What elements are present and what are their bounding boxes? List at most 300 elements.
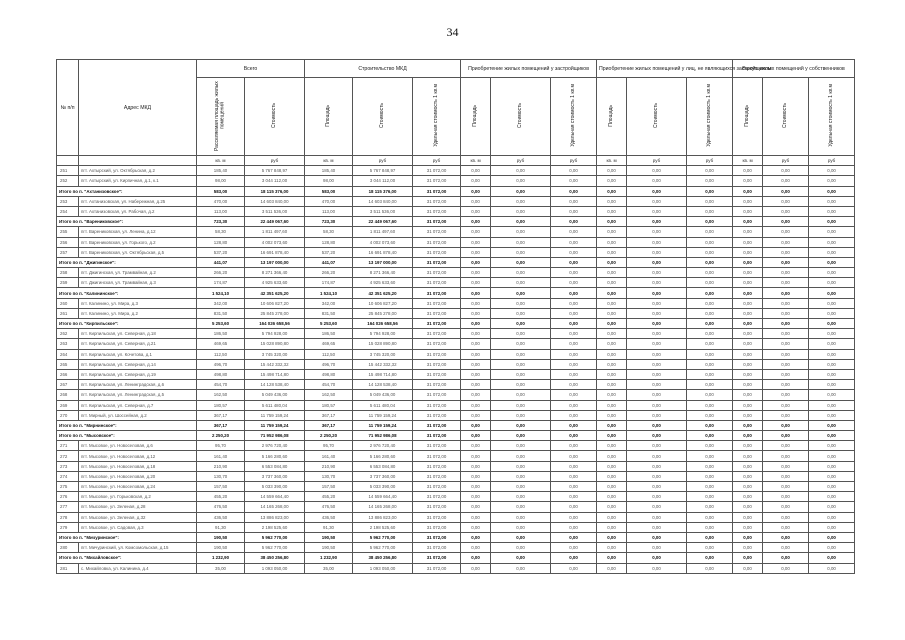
value-cell: 0,00 [491, 319, 551, 329]
subheader-label: Площадь [471, 104, 478, 127]
table-row [57, 308, 855, 318]
value-cell: 11 759 159,24 [245, 420, 305, 430]
subheader-label: Стоимость [781, 102, 788, 129]
value-cell: 0,00 [763, 298, 809, 308]
value-cell: 0,00 [551, 461, 597, 471]
value-cell: 0,00 [551, 308, 597, 318]
value-cell: 0,00 [809, 553, 855, 563]
value-cell: 0,00 [809, 308, 855, 318]
subheader-cost [763, 78, 809, 156]
row-number: 278 [57, 512, 79, 522]
value-cell: 0,00 [491, 268, 551, 278]
value-cell: 0,00 [491, 369, 551, 379]
value-cell: 723,30 [305, 217, 353, 227]
value-cell: 22 449 067,60 [245, 217, 305, 227]
value-cell: 0,00 [491, 217, 551, 227]
value-cell: 537,20 [305, 247, 353, 257]
value-cell: 0,00 [491, 410, 551, 420]
table-row [57, 451, 855, 461]
value-cell: 0,00 [461, 502, 491, 512]
value-cell: 0,00 [551, 257, 597, 267]
value-cell: 0,00 [597, 217, 627, 227]
value-cell: 5 767 848,97 [245, 166, 305, 176]
value-cell: 4 002 073,60 [245, 237, 305, 247]
value-cell: 0,00 [809, 329, 855, 339]
value-cell: 0,00 [763, 431, 809, 441]
value-cell: 0,00 [687, 390, 733, 400]
value-cell: 0,00 [551, 298, 597, 308]
table-row [57, 441, 855, 451]
value-cell: 455,20 [305, 492, 353, 502]
value-cell: 31 072,00 [413, 441, 461, 451]
value-cell: 0,00 [809, 431, 855, 441]
subheader-area [305, 78, 353, 156]
value-cell: 0,00 [461, 288, 491, 298]
value-cell: 0,00 [763, 420, 809, 430]
value-cell: 0,00 [763, 217, 809, 227]
value-cell: 0,00 [733, 461, 763, 471]
value-cell: 0,00 [551, 319, 597, 329]
address-cell: пгт. Калинино, ул. Мира, д.3 [79, 298, 197, 308]
value-cell: 0,00 [687, 431, 733, 441]
value-cell: 0,00 [597, 237, 627, 247]
value-cell: 0,00 [733, 512, 763, 522]
group-acquire-other-header: Приобретение жилых помещений у лиц, не являющихся застройщиком [597, 60, 733, 78]
table-row [57, 176, 855, 186]
value-cell: 0,00 [763, 349, 809, 359]
value-cell: 31 072,00 [413, 339, 461, 349]
value-cell: 31 072,00 [413, 278, 461, 288]
value-cell: 0,00 [551, 420, 597, 430]
value-cell: 5 611 480,04 [353, 400, 413, 410]
value-cell: 0,00 [809, 369, 855, 379]
value-cell: 0,00 [461, 227, 491, 237]
value-cell: 0,00 [491, 206, 551, 216]
value-cell: 0,00 [687, 380, 733, 390]
value-cell: 436,50 [197, 512, 245, 522]
value-cell: 342,00 [305, 298, 353, 308]
value-cell: 0,00 [809, 461, 855, 471]
value-cell: 0,00 [461, 257, 491, 267]
value-cell: 0,00 [687, 400, 733, 410]
units-row [57, 156, 855, 166]
value-cell: 3 044 112,00 [245, 176, 305, 186]
value-cell: 3 044 112,00 [353, 176, 413, 186]
value-cell: 0,00 [551, 196, 597, 206]
value-cell: 2 198 525,60 [245, 522, 305, 532]
value-cell: 0,00 [687, 339, 733, 349]
value-cell: 0,00 [687, 319, 733, 329]
subtotal-row [57, 420, 855, 430]
value-cell: 5 166 280,60 [353, 451, 413, 461]
value-cell: 0,00 [491, 298, 551, 308]
value-cell: 31 072,00 [413, 420, 461, 430]
value-cell: 0,00 [763, 227, 809, 237]
value-cell: 0,00 [809, 319, 855, 329]
value-cell: 31 072,00 [413, 563, 461, 573]
value-cell: 0,00 [491, 247, 551, 257]
value-cell: 0,00 [809, 298, 855, 308]
value-cell: 71 952 986,08 [245, 431, 305, 441]
value-cell: 190,50 [197, 543, 245, 553]
value-cell: 0,00 [461, 359, 491, 369]
table-row [57, 380, 855, 390]
unit-cell: руб [353, 156, 413, 166]
value-cell: 0,00 [551, 227, 597, 237]
value-cell: 2 198 525,60 [353, 522, 413, 532]
value-cell: 0,00 [809, 563, 855, 573]
value-cell: 31 072,00 [413, 329, 461, 339]
value-cell: 0,00 [551, 482, 597, 492]
value-cell: 0,00 [733, 227, 763, 237]
row-number: 254 [57, 206, 79, 216]
value-cell: 0,00 [551, 502, 597, 512]
value-cell: 0,00 [461, 512, 491, 522]
value-cell: 0,00 [461, 319, 491, 329]
value-cell: 496,70 [197, 359, 245, 369]
value-cell: 35,00 [197, 563, 245, 573]
value-cell: 0,00 [687, 410, 733, 420]
value-cell: 0,00 [809, 278, 855, 288]
value-cell: 0,00 [733, 400, 763, 410]
unit-cell: руб [687, 156, 733, 166]
value-cell: 25 845 278,00 [353, 308, 413, 318]
value-cell: 0,00 [687, 227, 733, 237]
value-cell: 0,00 [809, 451, 855, 461]
value-cell: 0,00 [733, 482, 763, 492]
value-cell: 469,65 [197, 339, 245, 349]
unit-cell: руб [627, 156, 687, 166]
address-cell: пгт. Варениковская, ул. Ленина, д.12 [79, 227, 197, 237]
value-cell: 15 442 332,32 [353, 359, 413, 369]
value-cell: 0,00 [491, 543, 551, 553]
address-cell: пгт. Кирпильская, ул. Кочетова, д.1 [79, 349, 197, 359]
value-cell: 128,80 [197, 237, 245, 247]
value-cell: 0,00 [551, 369, 597, 379]
row-number: 260 [57, 298, 79, 308]
table-row [57, 369, 855, 379]
value-cell: 0,00 [461, 349, 491, 359]
value-cell: 0,00 [809, 196, 855, 206]
row-number: 276 [57, 492, 79, 502]
value-cell: 42 351 625,20 [245, 288, 305, 298]
row-number: 264 [57, 349, 79, 359]
value-cell: 537,20 [197, 247, 245, 257]
value-cell: 0,00 [461, 410, 491, 420]
table-row [57, 268, 855, 278]
value-cell: 0,00 [763, 441, 809, 451]
value-cell: 0,00 [627, 288, 687, 298]
value-cell: 98,00 [197, 176, 245, 186]
value-cell: 0,00 [627, 329, 687, 339]
value-cell: 0,00 [763, 410, 809, 420]
value-cell: 0,00 [687, 543, 733, 553]
value-cell: 0,00 [733, 186, 763, 196]
value-cell: 0,00 [597, 522, 627, 532]
value-cell: 31 072,00 [413, 196, 461, 206]
address-cell: пгт. Мысовое, ул. Новоселовая, д.24 [79, 482, 197, 492]
subtotal-row [57, 217, 855, 227]
value-cell: 0,00 [597, 441, 627, 451]
subtotal-row [57, 257, 855, 267]
address-cell: пгт. Кирпильская, ул. Северная, д.7 [79, 400, 197, 410]
value-cell: 58,30 [305, 227, 353, 237]
value-cell: 0,00 [627, 512, 687, 522]
value-cell: 31 072,00 [413, 257, 461, 267]
value-cell: 0,00 [809, 257, 855, 267]
value-cell: 0,00 [809, 492, 855, 502]
value-cell: 31 072,00 [413, 522, 461, 532]
value-cell: 0,00 [733, 247, 763, 257]
value-cell: 31 072,00 [413, 288, 461, 298]
value-cell: 0,00 [687, 298, 733, 308]
value-cell: 31 072,00 [413, 553, 461, 563]
value-cell: 0,00 [733, 339, 763, 349]
address-cell: с. Михайловка, ул. Калинина, д.4 [79, 563, 197, 573]
subtotal-row [57, 553, 855, 563]
value-cell: 31 072,00 [413, 492, 461, 502]
value-cell: 0,00 [491, 166, 551, 176]
value-cell: 0,00 [733, 298, 763, 308]
value-cell: 0,00 [491, 380, 551, 390]
unit-cell: кв. м [597, 156, 627, 166]
value-cell: 0,00 [809, 390, 855, 400]
value-cell: 0,00 [763, 206, 809, 216]
value-cell: 266,20 [197, 268, 245, 278]
value-cell: 0,00 [551, 441, 597, 451]
value-cell: 5 767 848,97 [353, 166, 413, 176]
value-cell: 42 351 625,20 [353, 288, 413, 298]
value-cell: 0,00 [491, 288, 551, 298]
value-cell: 3 511 536,00 [245, 206, 305, 216]
value-cell: 0,00 [551, 206, 597, 216]
value-cell: 0,00 [597, 186, 627, 196]
address-cell: пгт. Кирпильская, ул. Ленинградская, д.5 [79, 390, 197, 400]
value-cell: 113,00 [305, 206, 353, 216]
value-cell: 0,00 [491, 482, 551, 492]
value-cell: 186,50 [305, 329, 353, 339]
value-cell: 0,00 [687, 512, 733, 522]
value-cell: 0,00 [627, 390, 687, 400]
value-cell: 476,50 [197, 502, 245, 512]
value-cell: 0,00 [687, 451, 733, 461]
value-cell: 4 925 633,60 [245, 278, 305, 288]
value-cell: 5 049 436,00 [353, 390, 413, 400]
table-row [57, 390, 855, 400]
value-cell: 0,00 [461, 339, 491, 349]
value-cell: 0,00 [597, 359, 627, 369]
value-cell: 0,00 [733, 410, 763, 420]
value-cell: 38 450 256,80 [245, 553, 305, 563]
table-row [57, 247, 855, 257]
value-cell: 0,00 [491, 176, 551, 186]
value-cell: 0,00 [461, 176, 491, 186]
value-cell: 0,00 [597, 563, 627, 573]
value-cell: 0,00 [461, 532, 491, 542]
value-cell: 16 691 878,40 [353, 247, 413, 257]
value-cell: 0,00 [597, 400, 627, 410]
table-row [57, 298, 855, 308]
subheader-label: Стоимость [270, 102, 277, 129]
value-cell: 0,00 [733, 359, 763, 369]
value-cell: 0,00 [733, 543, 763, 553]
value-cell: 0,00 [597, 482, 627, 492]
value-cell: 0,00 [627, 257, 687, 267]
subheader-label: Удельная стоимость 1 кв.м [705, 84, 712, 147]
value-cell: 128,80 [305, 237, 353, 247]
value-cell: 0,00 [461, 308, 491, 318]
value-cell: 0,00 [461, 563, 491, 573]
value-cell: 441,07 [197, 257, 245, 267]
unit-cell: кв. м [461, 156, 491, 166]
value-cell: 31 072,00 [413, 359, 461, 369]
table-row [57, 349, 855, 359]
value-cell: 180,57 [305, 400, 353, 410]
subheader-unit-cost [687, 78, 733, 156]
value-cell: 0,00 [551, 237, 597, 247]
value-cell: 0,00 [597, 451, 627, 461]
row-number: 281 [57, 563, 79, 573]
subtotal-label: Итого по п. "Мирнинское": [57, 420, 197, 430]
value-cell: 0,00 [597, 471, 627, 481]
value-cell: 0,00 [763, 196, 809, 206]
value-cell: 15 498 714,80 [353, 369, 413, 379]
value-cell: 0,00 [597, 288, 627, 298]
value-cell: 0,00 [733, 257, 763, 267]
value-cell: 0,00 [627, 553, 687, 563]
value-cell: 25 845 278,00 [245, 308, 305, 318]
value-cell: 0,00 [461, 441, 491, 451]
value-cell: 0,00 [627, 420, 687, 430]
value-cell: 441,07 [305, 257, 353, 267]
page-number: 34 [446, 25, 459, 39]
address-cell: пгт. Мирный, ул. Шоссейная, д.2 [79, 410, 197, 420]
value-cell: 454,70 [305, 380, 353, 390]
row-number: 265 [57, 359, 79, 369]
value-cell: 0,00 [461, 206, 491, 216]
value-cell: 1 524,10 [197, 288, 245, 298]
value-cell: 5 962 770,00 [245, 532, 305, 542]
value-cell: 0,00 [627, 196, 687, 206]
value-cell: 31 072,00 [413, 410, 461, 420]
value-cell: 470,00 [305, 196, 353, 206]
value-cell: 0,00 [809, 206, 855, 216]
unit-cell: руб [413, 156, 461, 166]
value-cell: 0,00 [491, 563, 551, 573]
group-construction-header: Строительство МКД [305, 60, 461, 78]
value-cell: 0,00 [551, 166, 597, 176]
value-cell: 0,00 [763, 553, 809, 563]
value-cell: 455,20 [197, 492, 245, 502]
value-cell: 0,00 [627, 369, 687, 379]
value-cell: 130,70 [305, 471, 353, 481]
address-cell: пгт. Мысовое, ул. Зеленая, д.28 [79, 502, 197, 512]
value-cell: 0,00 [627, 532, 687, 542]
subheader-label: Стоимость [378, 102, 385, 129]
value-cell: 0,00 [809, 471, 855, 481]
subheader-label: Удельная стоимость 1 кв.м [827, 84, 834, 147]
value-cell: 31 072,00 [413, 247, 461, 257]
value-cell: 0,00 [597, 461, 627, 471]
value-cell: 0,00 [809, 339, 855, 349]
value-cell: 0,00 [733, 390, 763, 400]
value-cell: 5 962 770,00 [245, 543, 305, 553]
value-cell: 0,00 [763, 532, 809, 542]
value-cell: 162,50 [305, 390, 353, 400]
value-cell: 0,00 [491, 492, 551, 502]
value-cell: 0,00 [597, 369, 627, 379]
value-cell: 3 737 360,00 [245, 471, 305, 481]
value-cell: 0,00 [597, 380, 627, 390]
table-row [57, 492, 855, 502]
value-cell: 164 026 658,56 [245, 319, 305, 329]
table-row [57, 471, 855, 481]
table-row [57, 563, 855, 573]
value-cell: 3 745 320,00 [353, 349, 413, 359]
value-cell: 367,17 [197, 420, 245, 430]
value-cell: 5 033 390,00 [245, 482, 305, 492]
value-cell: 0,00 [597, 420, 627, 430]
subheader-label: Площадь [743, 104, 750, 127]
value-cell: 0,00 [687, 563, 733, 573]
value-cell: 342,00 [197, 298, 245, 308]
value-cell: 0,00 [491, 329, 551, 339]
unit-cell: кв. м [197, 156, 245, 166]
value-cell: 0,00 [733, 288, 763, 298]
value-cell: 113,00 [197, 206, 245, 216]
address-cell: пгт. Мысовое, ул. Новоселовая, д.18 [79, 461, 197, 471]
col-address-header: Адрес МКД [79, 60, 197, 156]
value-cell: 5 253,60 [305, 319, 353, 329]
row-number: 280 [57, 543, 79, 553]
value-cell: 5 049 436,00 [245, 390, 305, 400]
value-cell: 0,00 [687, 186, 733, 196]
value-cell: 0,00 [627, 441, 687, 451]
value-cell: 0,00 [551, 176, 597, 186]
row-number: 274 [57, 471, 79, 481]
value-cell: 0,00 [627, 563, 687, 573]
value-cell: 18 115 376,00 [353, 186, 413, 196]
value-cell: 31 072,00 [413, 461, 461, 471]
subtotal-row [57, 532, 855, 542]
value-cell: 174,87 [305, 278, 353, 288]
value-cell: 174,87 [197, 278, 245, 288]
value-cell: 0,00 [733, 532, 763, 542]
row-number: 269 [57, 400, 79, 410]
value-cell: 0,00 [597, 390, 627, 400]
value-cell: 1 232,90 [305, 553, 353, 563]
value-cell: 0,00 [687, 206, 733, 216]
value-cell: 0,00 [551, 451, 597, 461]
value-cell: 2 976 720,40 [353, 441, 413, 451]
value-cell: 0,00 [551, 400, 597, 410]
value-cell: 31 072,00 [413, 369, 461, 379]
value-cell: 31 072,00 [413, 471, 461, 481]
value-cell: 831,50 [305, 308, 353, 318]
value-cell: 0,00 [733, 369, 763, 379]
value-cell: 0,00 [627, 410, 687, 420]
value-cell: 0,00 [733, 319, 763, 329]
value-cell: 1 232,90 [197, 553, 245, 563]
value-cell: 0,00 [687, 278, 733, 288]
value-cell: 6 553 084,80 [353, 461, 413, 471]
value-cell: 15 442 332,32 [245, 359, 305, 369]
value-cell: 31 072,00 [413, 380, 461, 390]
value-cell: 0,00 [597, 196, 627, 206]
value-cell: 210,90 [305, 461, 353, 471]
value-cell: 0,00 [491, 278, 551, 288]
value-cell: 0,00 [763, 237, 809, 247]
